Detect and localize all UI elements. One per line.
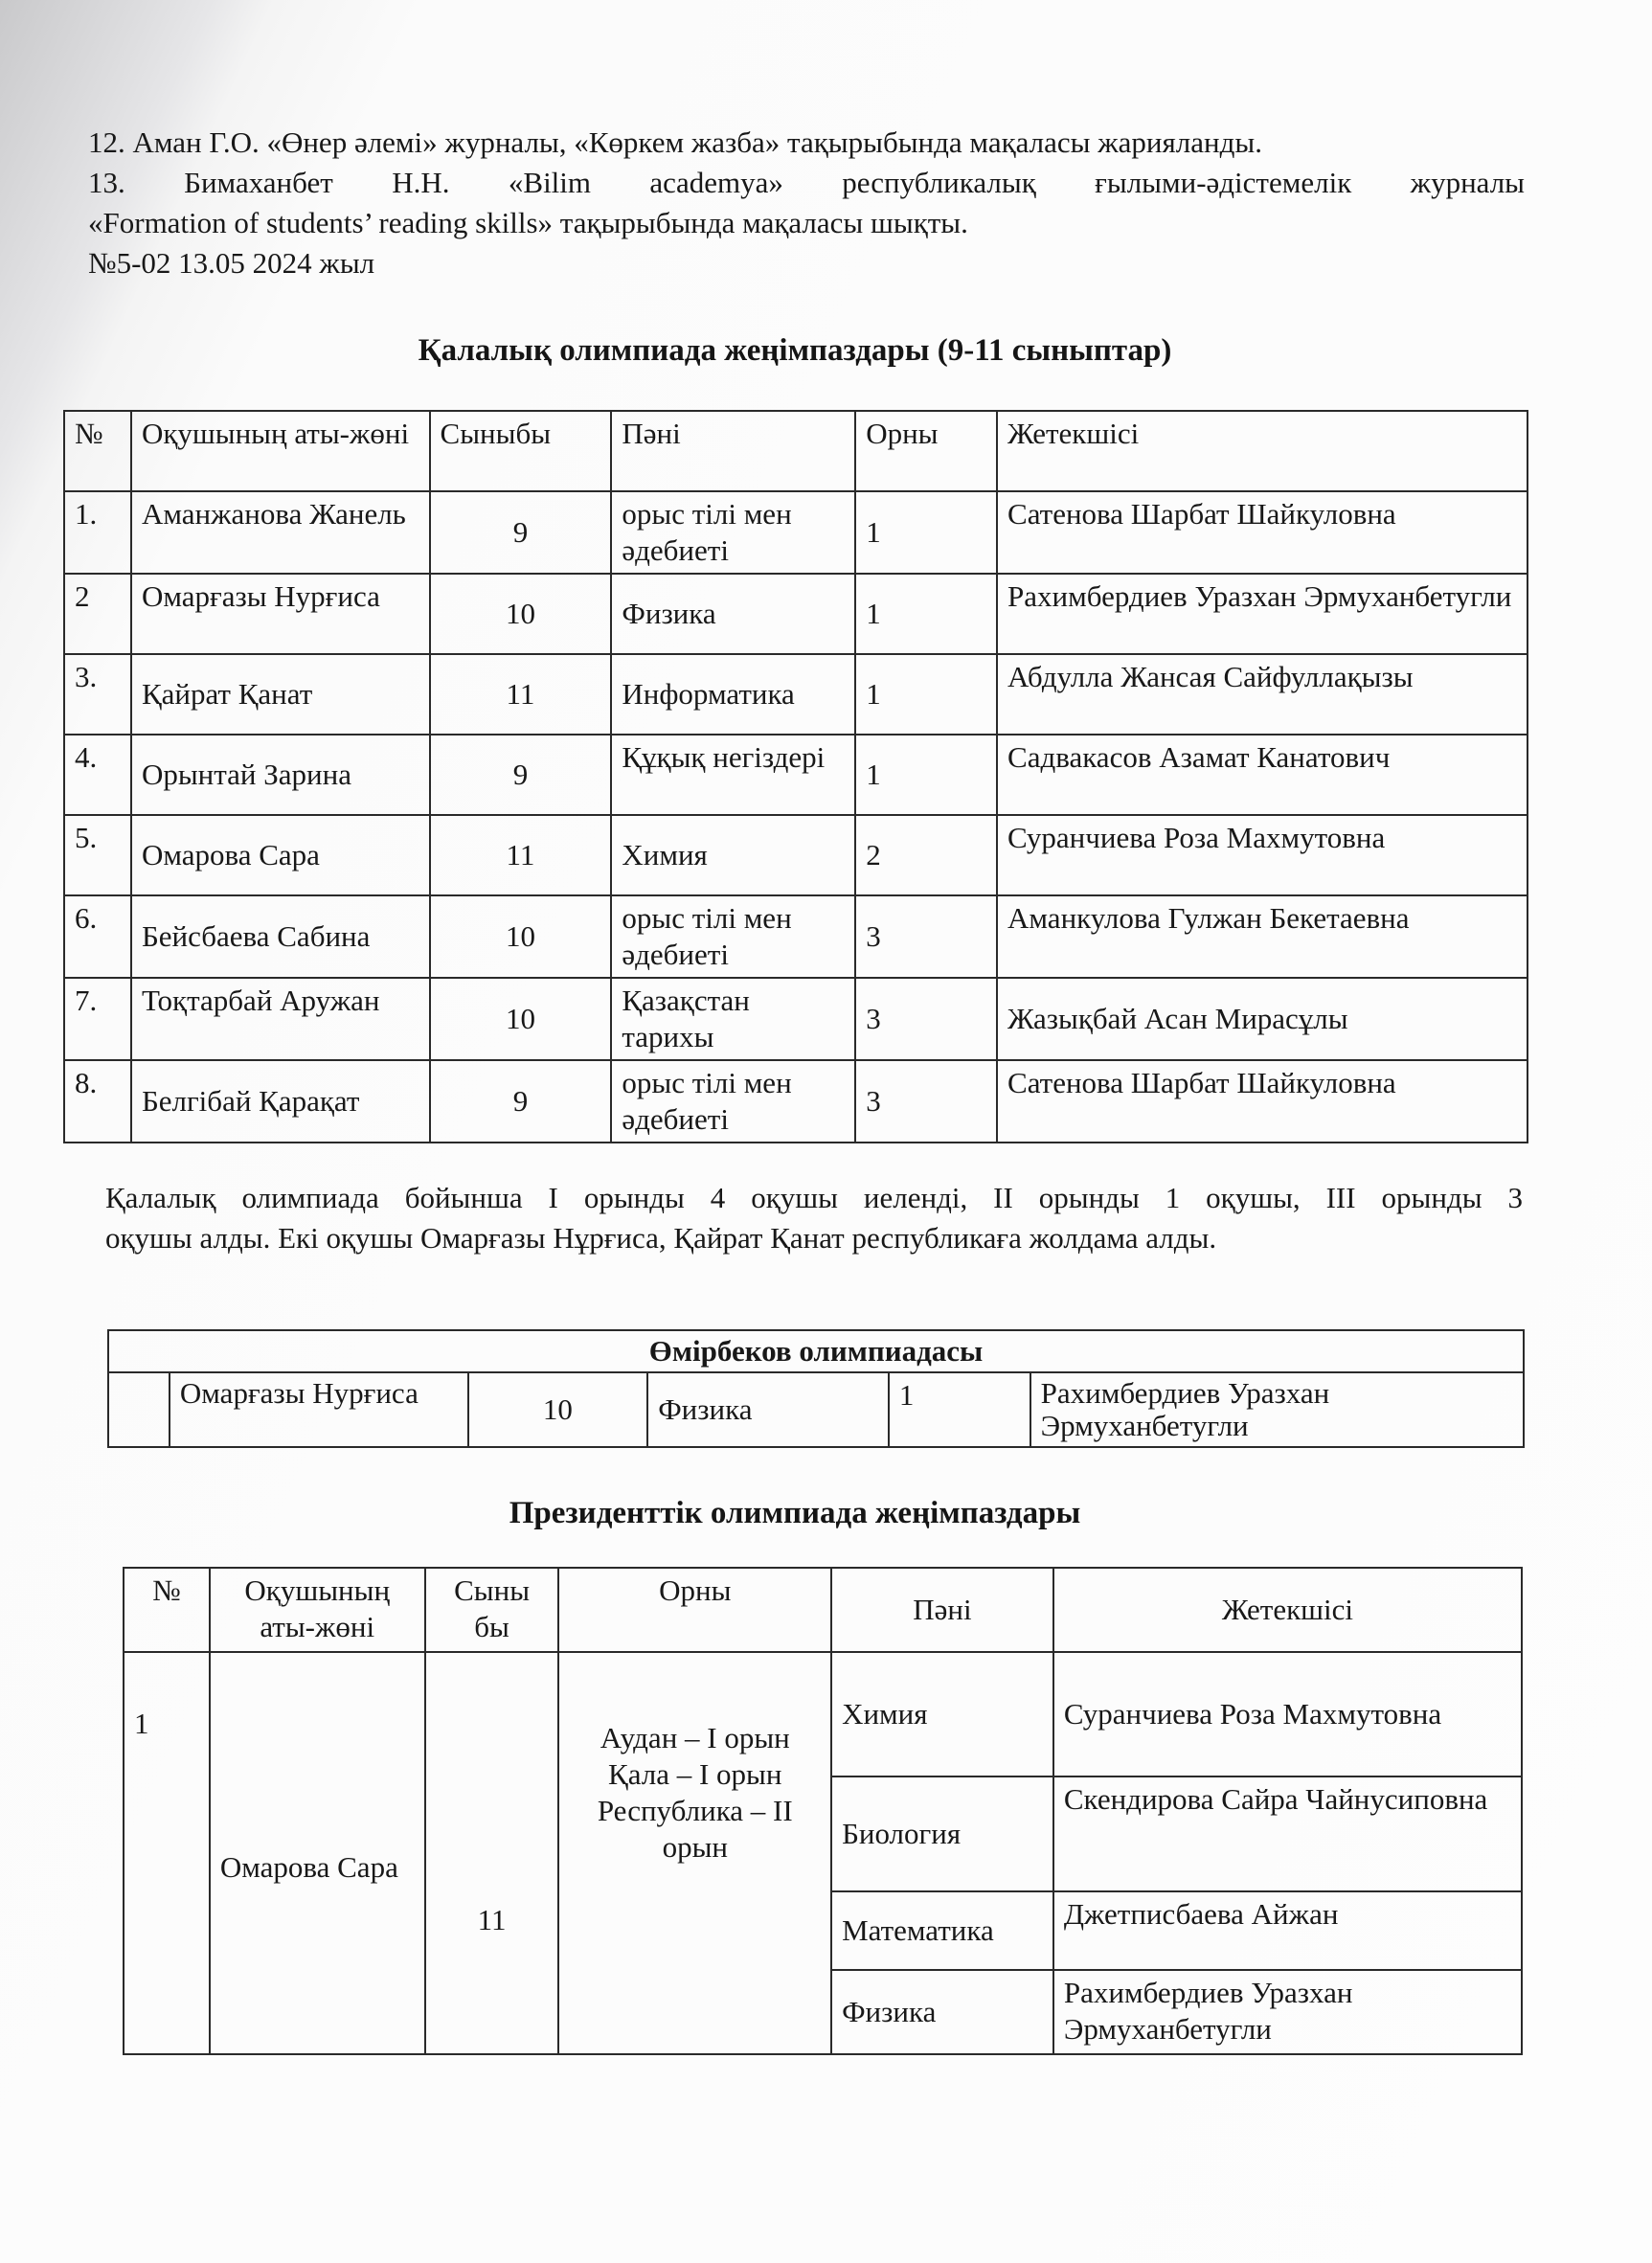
student-name: Омарова Сара xyxy=(210,1652,425,2054)
table-title-row xyxy=(108,1330,1524,1372)
student-name: Тоқтарбай Аружан xyxy=(131,978,430,1060)
row-number: 8. xyxy=(64,1060,131,1143)
student-grade: 9 xyxy=(430,1060,612,1143)
table-row xyxy=(64,978,1528,1060)
teacher: Скендирова Сайра Чайнусиповна xyxy=(1053,1776,1522,1891)
student-name: Орынтай Зарина xyxy=(131,735,430,815)
student-name: Омарова Сара xyxy=(131,815,430,895)
student-name: Бейсбаева Сабина xyxy=(131,895,430,978)
header-place: Орны xyxy=(855,411,997,491)
subject: Химия xyxy=(611,815,855,895)
row-number: 5. xyxy=(64,815,131,895)
publication-item-13-line2: «Formation of students’ reading skills» тақырыбында мақаласы шықты. xyxy=(88,206,968,239)
publication-item-12: 12. Аман Г.О. «Өнер әлемі» журналы, «Көркем жазба» тақырыбында мақаласы жарияланды. xyxy=(88,125,1262,159)
header-subject: Пәні xyxy=(831,1568,1053,1652)
table-row xyxy=(64,1060,1528,1143)
city-olympiad-title: Қалалық олимпиада жеңімпаздары (9-11 сыныптар) xyxy=(418,333,1172,368)
omirbekov-olympiad-table xyxy=(107,1329,1525,1448)
row-number: 1 xyxy=(124,1652,210,2054)
places-cell xyxy=(558,1652,831,2054)
subject: Химия xyxy=(831,1652,1053,1776)
student-grade: 10 xyxy=(430,978,612,1060)
row-number: 4. xyxy=(64,735,131,815)
table-row xyxy=(64,735,1528,815)
table-row xyxy=(64,491,1528,574)
student-grade: 9 xyxy=(430,735,612,815)
student-name: Омарғазы Нурғиса xyxy=(131,574,430,654)
teacher: Джетписбаева Айжан xyxy=(1053,1891,1522,1970)
student-grade: 11 xyxy=(430,815,612,895)
place-city: Қала – I орын xyxy=(608,1757,782,1791)
header-teacher: Жетекшісі xyxy=(1053,1568,1522,1652)
subject: Математика xyxy=(831,1891,1053,1970)
city-olympiad-summary-line2: оқушы алды. Екі оқушы Омарғазы Нұрғиса, Қайрат Қанат республикаға жолдама алды. xyxy=(105,1221,1217,1255)
order-reference: №5-02 13.05 2024 жыл xyxy=(88,246,375,280)
student-grade: 9 xyxy=(430,491,612,574)
city-olympiad-summary-line1: Қалалық олимпиада бойынша I орынды 4 оқушы иеленді, II орынды 1 оқушы, III орынды 3 xyxy=(105,1181,1523,1214)
table-row xyxy=(64,815,1528,895)
teacher: Рахимбердиев Уразхан Эрмуханбетугли xyxy=(1030,1372,1524,1447)
place: 3 xyxy=(855,978,997,1060)
place-district: Аудан – I орын xyxy=(600,1721,790,1754)
teacher: Рахимбердиев Уразхан Эрмуханбетугли xyxy=(1053,1970,1522,2054)
student-grade: 10 xyxy=(430,574,612,654)
teacher: Рахимбердиев Уразхан Эрмуханбетугли xyxy=(997,574,1528,654)
row-number: 6. xyxy=(64,895,131,978)
table-row xyxy=(124,1652,1522,1776)
header-teacher: Жетекшісі xyxy=(997,411,1528,491)
publication-item-13-line1: 13. Бимаханбет Н.Н. «Bilim academya» республикалық ғылыми-әдістемелік журналы xyxy=(88,166,1525,199)
header-student-name: Оқушының аты-жөні xyxy=(131,411,430,491)
teacher: Садвакасов Азамат Канатович xyxy=(997,735,1528,815)
table-header-row xyxy=(64,411,1528,491)
place-republic: Республика – II орын xyxy=(597,1794,793,1864)
subject: Физика xyxy=(831,1970,1053,2054)
subject: Құқық негіздері xyxy=(611,735,855,815)
subject: орыс тілі мен әдебиеті xyxy=(611,491,855,574)
student-grade: 11 xyxy=(430,654,612,735)
subject: Физика xyxy=(647,1372,889,1447)
presidential-olympiad-title: Президенттік олимпиада жеңімпаздары xyxy=(509,1496,1081,1530)
place: 1 xyxy=(855,491,997,574)
subject: Биология xyxy=(831,1776,1053,1891)
header-subject: Пәні xyxy=(611,411,855,491)
student-grade: 10 xyxy=(468,1372,648,1447)
student-name: Омарғазы Нурғиса xyxy=(170,1372,468,1447)
subject: Физика xyxy=(611,574,855,654)
teacher: Жазықбай Асан Мирасұлы xyxy=(997,978,1528,1060)
student-name: Аманжанова Жанель xyxy=(131,491,430,574)
place: 2 xyxy=(855,815,997,895)
place: 3 xyxy=(855,1060,997,1143)
header-number: № xyxy=(124,1568,210,1652)
teacher: Сатенова Шарбат Шайкуловна xyxy=(997,491,1528,574)
teacher: Абдулла Жансая Сайфуллақызы xyxy=(997,654,1528,735)
row-number: 7. xyxy=(64,978,131,1060)
header-number: № xyxy=(64,411,131,491)
row-number: 3. xyxy=(64,654,131,735)
subject: Қазақстан тарихы xyxy=(611,978,855,1060)
row-number: 2 xyxy=(64,574,131,654)
student-name: Белгібай Қарақат xyxy=(131,1060,430,1143)
subject: Информатика xyxy=(611,654,855,735)
student-grade: 10 xyxy=(430,895,612,978)
row-number xyxy=(108,1372,170,1447)
table-row xyxy=(64,895,1528,978)
presidential-olympiad-table xyxy=(123,1567,1523,2055)
header-student-name: Оқушының аты-жөні xyxy=(210,1568,425,1652)
teacher: Аманкулова Гулжан Бекетаевна xyxy=(997,895,1528,978)
place: 3 xyxy=(855,895,997,978)
row-number: 1. xyxy=(64,491,131,574)
table-row xyxy=(64,574,1528,654)
header-place: Орны xyxy=(558,1568,831,1652)
table-header-row xyxy=(124,1568,1522,1652)
table-row xyxy=(64,654,1528,735)
student-grade: 11 xyxy=(425,1652,559,2054)
place: 1 xyxy=(855,574,997,654)
teacher: Сатенова Шарбат Шайкуловна xyxy=(997,1060,1528,1143)
subject: орыс тілі мен әдебиеті xyxy=(611,895,855,978)
header-grade: Сыныбы xyxy=(430,411,612,491)
subject: орыс тілі мен әдебиеті xyxy=(611,1060,855,1143)
place: 1 xyxy=(889,1372,1030,1447)
city-olympiad-table xyxy=(63,410,1528,1143)
student-name: Қайрат Қанат xyxy=(131,654,430,735)
place: 1 xyxy=(855,654,997,735)
teacher: Суранчиева Роза Махмутовна xyxy=(1053,1652,1522,1776)
table-row xyxy=(108,1372,1524,1447)
header-grade: Сыны бы xyxy=(425,1568,559,1652)
omirbekov-olympiad-title: Өмірбеков олимпиадасы xyxy=(108,1330,1524,1372)
place: 1 xyxy=(855,735,997,815)
teacher: Суранчиева Роза Махмутовна xyxy=(997,815,1528,895)
